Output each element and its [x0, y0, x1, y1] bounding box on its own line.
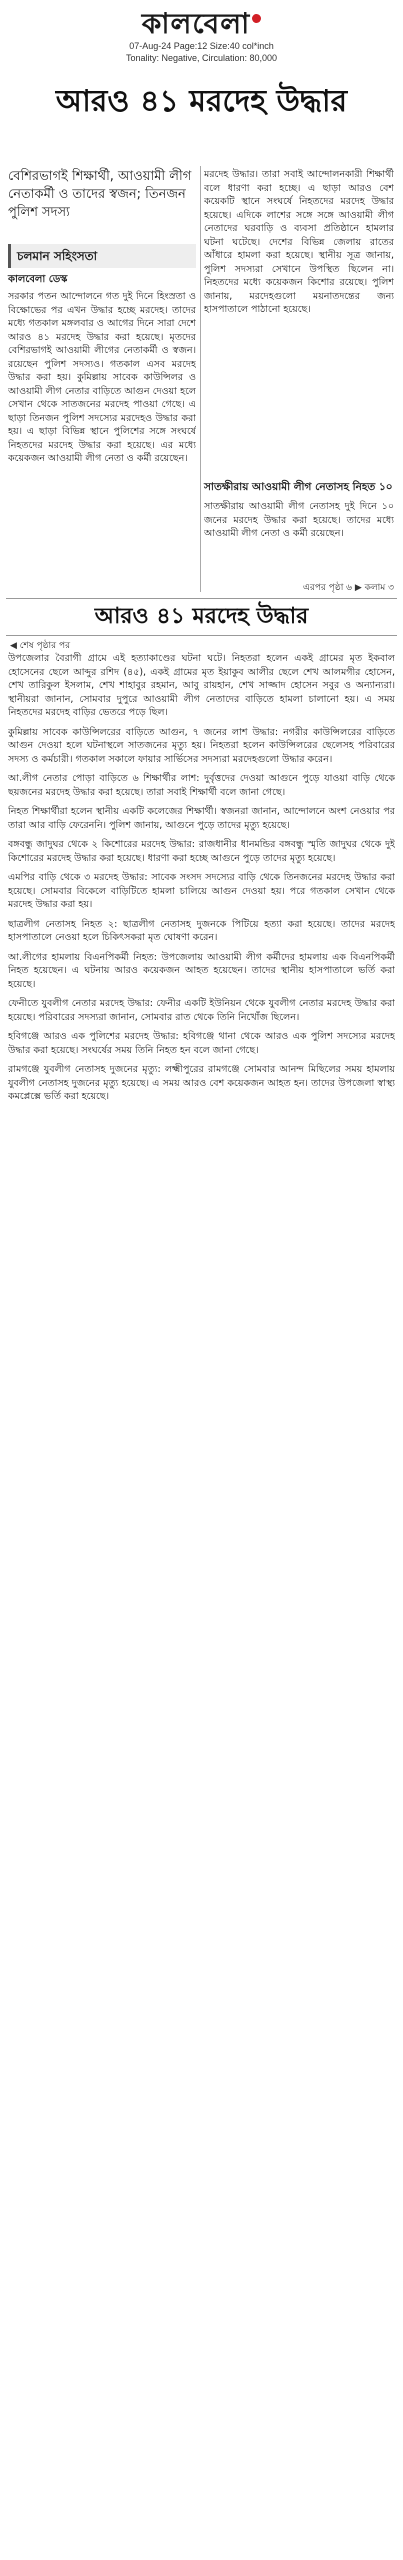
section-tag: চলমান সহিংসতা [8, 244, 196, 268]
masthead [0, 0, 403, 78]
continuation-headline: আরও ৪১ মরদেহ উদ্ধার [6, 598, 397, 636]
article-column-2 [204, 168, 394, 476]
column-2-text: মরদেহ উদ্ধার। তারা সবাই আন্দোলনকারী শিক্ষার্থী বলে ধারণা করা হচ্ছে। এ ছাড়া আরও বেশ কয়েকটি স্থানে সংঘর্ষে নিহতদের মরদেহ উদ্ধার হয়েছে। এদিকে লাশের সঙ্গে সঙ্গে আওয়ামী লীগ নেতাদের ঘরবাড়ি ও ব্যবসা প্রতিষ্ঠানে হামলার ঘটনা ঘটেছে। দেশের বিভিন্ন জেলায় রাতের আঁধারে হামলা করা হয়েছে। স্থানীয় সূত্র জানায়, পুলিশ সদস্যরা সেখানে উপস্থিত ছিলেন না। নিহতদের মধ্যে কয়েকজন কিশোর রয়েছে। পুলিশ জানায়, মরদেহগুলো ময়নাতদন্তের জন্য হাসপাতালে পাঠানো হয়েছে। [204, 169, 394, 315]
continuation-paragraph: নিহত শিক্ষার্থীরা হলেন স্থানীয় একটি কলেজের শিক্ষার্থী। স্বজনরা জানান, আন্দোলনে অংশ নেওয়ার পর তারা আর বাড়ি ফেরেননি। পুলিশ জানায়, আগুনে পুড়ে তাদের মৃত্যু হয়েছে। [8, 806, 395, 831]
clip-meta-line-1: 07-Aug-24 Page:12 Size:40 col*inch [129, 41, 274, 51]
continuation-label: ◀ শেষ পৃষ্ঠার পর [10, 641, 71, 651]
continuation-paragraph: আ.লীগের হামলায় বিএনপিকর্মী নিহত: উপজেলায় আওয়ামী লীগ কর্মীদের হামলায় এক বিএনপিকর্মী নিহত হয়েছেন। এ ঘটনায় আরও কয়েকজন আহত হয়েছেন। তাদের স্থানীয় হাসপাতালে ভর্তি করা হয়েছে। [8, 951, 395, 990]
column-2b-text: সাতক্ষীরায় আওয়ামী লীগ নেতাসহ দুই দিনে ১০ জনের মরদেহ উদ্ধার করা হয়েছে। তাদের মধ্যে আওয়ামী লীগ নেতা ও কর্মী রয়েছেন। [204, 501, 394, 539]
column-1-text: সরকার পতন আন্দোলনে গত দুই দিনে হিংস্রতা ও বিক্ষোভের পর এখন উদ্ধার হচ্ছে মরদেহ। তাদের মধ্যে গতকাল মঙ্গলবার ও আগের দিনে সারা দেশে আরও ৪১ মরদেহ উদ্ধার করা হয়েছে। মৃতদের বেশিরভাগই আওয়ামী লীগের নেতাকর্মী ও স্বজন। রয়েছেন পুলিশ সদস্যও। গতকাল এসব মরদেহ উদ্ধার করা হয়। কুমিল্লায় সাবেক কাউন্সিলর ও আওয়ামী লীগ নেতার বাড়িতে আগুন দেওয়া হলে সেখান থেকে সাতজনের মরদেহ পাওয়া গেছে। এ ছাড়া তিনজন পুলিশ সদস্যের মরদেহও উদ্ধার করা হয়। এ ছাড়া বিভিন্ন স্থানে পুলিশের সঙ্গে সংঘর্ষে নিহতদের মরদেহ উদ্ধার করা হয়েছে। এর মধ্যে কয়েকজন আওয়ামী লীগ নেতা ও কর্মী রয়েছেন। [8, 291, 196, 464]
continuation-paragraph: আ.লীগ নেতার পোড়া বাড়িতে ৬ শিক্ষার্থীর লাশ: দুর্বৃত্তদের দেওয়া আগুনে পুড়ে যাওয়া বাড়ি থেকে ছয়জনের মরদেহ উদ্ধার করা হয়েছে। তারা সবাই শিক্ষার্থী বলে জানা গেছে। [8, 773, 395, 798]
column-divider [200, 166, 201, 592]
continuation-paragraph: ছাত্রলীগ নেতাসহ নিহত ২: ছাত্রলীগ নেতাসহ দুজনকে পিটিয়ে হত্যা করা হয়েছে। তাদের মরদেহ হাসপাতালে নেওয়া হলে চিকিৎসকরা মৃত ঘোষণা করেন। [8, 918, 395, 943]
continuation-paragraph: কুমিল্লায় সাবেক কাউন্সিলরের বাড়িতে আগুন, ৭ জনের লাশ উদ্ধার: নগরীর কাউন্সিলরের বাড়িতে আগুন দেওয়া হলে ঘটনাস্থলে সাতজনের মৃত্যু হয়। নিহতরা হলেন কাউন্সিলরের ছেলেসহ পরিবারের সদস্য ও কর্মচারী। গতকাল সকালে ফায়ার সার্ভিসের সদস্যরা মরদেহগুলো উদ্ধার করেন। [8, 726, 395, 765]
newspaper-logo: কালবেলা [0, 8, 403, 40]
continuation-paragraph: উপজেলার বৈরাগী গ্রামে এই হত্যাকাণ্ডের ঘটনা ঘটে। নিহতরা হলেন একই গ্রামের মৃত ইকবাল হোসেনের ছেলে আব্দুর রশিদ (৪৫), একই গ্রামের মৃত ইয়াকুব আলীর ছেলে শেখ আলমগীর হোসেন, শেখ তারিকুল ইসলাম, শেখ শাহাবুর রহমান, আবু রায়হান, শেখ সাজ্জাদ হোসেন সবুর ও অন্যান্যরা। স্থানীয়রা জানান, সোমবার দুপুরে আওয়ামী লীগ নেতাদের বাড়িতে হামলা চালানো হয়। এ সময় নিহতদের মরদেহ বাড়ির ভেতরে পড়ে ছিল। [8, 653, 395, 718]
continuation-paragraph: রামগঞ্জে যুবলীগ নেতাসহ দুজনের মৃত্যু: লক্ষ্মীপুরের রামগঞ্জে সোমবার আনন্দ মিছিলের সময় হামলায় যুবলীগ নেতাসহ দুজনের মৃত্যু হয়েছে। এ সময় আরও বেশ কয়েকজন আহত হন। তাদের উপজেলা স্বাস্থ্য কমপ্লেক্সে ভর্তি করা হয়েছে। [8, 1064, 395, 1102]
article-column-1 [8, 290, 196, 592]
continuation-paragraph: বঙ্গবন্ধু জাদুঘর থেকে ২ কিশোরের মরদেহ উদ্ধার: রাজধানীর ধানমন্ডির বঙ্গবন্ধু স্মৃতি জাদুঘর থেকে দুই কিশোরের মরদেহ উদ্ধার করা হয়েছে। ধারণা করা হচ্ছে আগুনে পুড়ে তাদের মৃত্যু হয়েছে। [8, 839, 395, 864]
continuation-paragraph: হবিগঞ্জে আরও এক পুলিশের মরদেহ উদ্ধার: হবিগঞ্জে থানা থেকে আরও এক পুলিশ সদস্যের মরদেহ উদ্ধার করা হয়েছে। সংঘর্ষের সময় তিনি নিহত হন বলে জানা গেছে। [8, 1031, 395, 1056]
byline: কালবেলা ডেস্ক [8, 274, 68, 285]
continuation-body [8, 652, 395, 2550]
article-deck: বেশিরভাগই শিক্ষার্থী, আওয়ামী লীগ নেতাকর্মী ও তাদের স্বজন; তিনজন পুলিশ সদস্য [8, 169, 192, 220]
clip-meta-line-2: Tonality: Negative, Circulation: 80,000 [125, 53, 278, 63]
jump-line: এরপর পৃষ্ঠা ৬ ▶ কলাম ৩ [303, 583, 394, 593]
article-column-2b [204, 500, 394, 578]
continuation-paragraph: ফেনীতে যুবলীগ নেতার মরদেহ উদ্ধার: ফেনীর একটি ইউনিয়ন থেকে যুবলীগ নেতার মরদেহ উদ্ধার করা হয়েছে। পরিবারের সদস্যরা জানান, সোমবার রাত থেকে তিনি নিখোঁজ ছিলেন। [8, 998, 395, 1023]
article-headline: আরও ৪১ মরদেহ উদ্ধার [55, 84, 348, 119]
continuation-paragraph: এমপির বাড়ি থেকে ৩ মরদেহ উদ্ধার: সাবেক সংসদ সদস্যের বাড়ি থেকে তিনজনের মরদেহ উদ্ধার করা হয়েছে। সোমবার বিকেলে বাড়িটিতে হামলা চালিয়ে আগুন দেওয়া হয়। পরে গতকাল সেখান থেকে মরদেহ উদ্ধার করা হয়। [8, 872, 395, 910]
logo-dot-icon [252, 14, 261, 23]
column-2-subhead: সাতক্ষীরায় আওয়ামী লীগ নেতাসহ নিহত ১০ [204, 481, 393, 493]
